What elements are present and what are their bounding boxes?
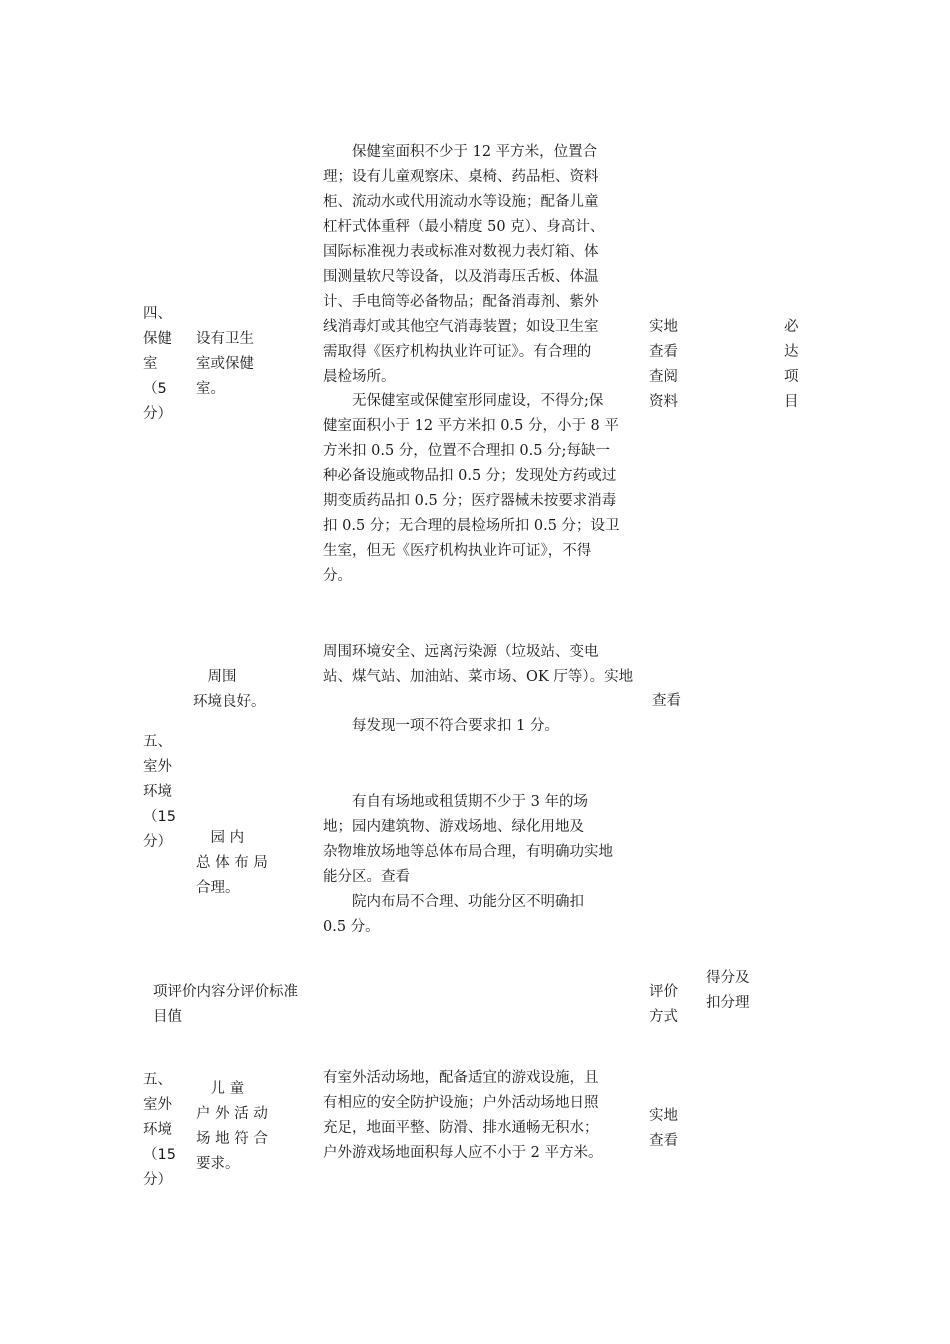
category-section-5: 五、 室外 环境 （15 分） [143, 734, 176, 850]
content-health-room: 设有卫生 室或保健 室。 [196, 331, 254, 397]
category-section-5-continued: 五、 室外 环境 （15 分） [143, 1072, 176, 1188]
standard-surroundings: 周围环境安全、远离污染源（垃圾站、变电 站、煤气站、加油站、菜市场、OK 厅等）。实地 [323, 644, 634, 685]
standard-outdoor-area: 有室外活动场地，配备适宜的游戏设施，且 有相应的安全防护设施；户外活动场地日照 充足，地面平整、防滑、排水通畅无积水； 户外游戏场地面积每人应不小于 2 平方米。 [323, 1070, 603, 1161]
method-health-room: 实地 查看 查阅 资料 [649, 319, 678, 410]
method-outdoor-area: 实地 查看 [649, 1108, 678, 1149]
table-header-left: 项评价内容分评价标准 目值 [153, 984, 298, 1025]
deduction-surroundings: 每发现一项不符合要求扣 1 分。 [323, 718, 559, 734]
remark-mandatory: 必 达 项 目 [784, 319, 799, 410]
deduction-health-room: 无保健室或保健室形同虚设，不得分;保 健室面积小于 12 平方米扣 0.5 分，小于 8 平 方米扣 0.5 分，位置不合理扣 0.5 分;每缺一 种必备设施或物品扣 0.5 分；发现处方药或过 期变质药品扣 0.5 分；医疗器械未按要求消毒 扣 0.5 分；无合理的晨检场所扣 0.5 分；设卫 生室，但无《医疗机构执业许可证》，不得 分。 [323, 393, 620, 584]
content-surroundings: 周围 环境良好。 [193, 669, 266, 710]
content-outdoor-area: 儿 童 户 外 活 动 场 地 符 合 要求。 [196, 1081, 268, 1172]
standard-layout: 有自有场地或租赁期不少于 3 年的场 地；园内建筑物、游戏场地、绿化用地及 杂物堆放场地等总体布局合理，有明确功实地 能分区。查看 院内布局不合理、功能分区不明确扣 0.5 分。 [323, 794, 613, 935]
table-header-method: 评价 方式 [649, 984, 678, 1025]
category-section-4: 四、 保健 室 （5 分） [143, 306, 172, 422]
standard-health-room: 保健室面积不少于 12 平方米，位置合 理；设有儿童观察床、桌椅、药品柜、资料 柜、流动水或代用流动水等设施；配备儿童 杠杆式体重秤（最小精度 50 克）、身高计、 国际标准视力表或标准对数视力表灯箱、体 围测量软尺等设备，以及消毒压舌板、体温 计、手电筒等必备物品；配备消毒剂、紫外 线消毒灯或其他空气消毒装置；如设卫生室 需取得《医疗机构执业许可证》。有合理的 晨检场所。 [323, 144, 605, 385]
table-header-score: 得分及 扣分理 [706, 970, 750, 1011]
method-surroundings: 查看 [652, 693, 681, 709]
content-layout: 园 内 总 体 布 局 合理。 [196, 830, 268, 896]
